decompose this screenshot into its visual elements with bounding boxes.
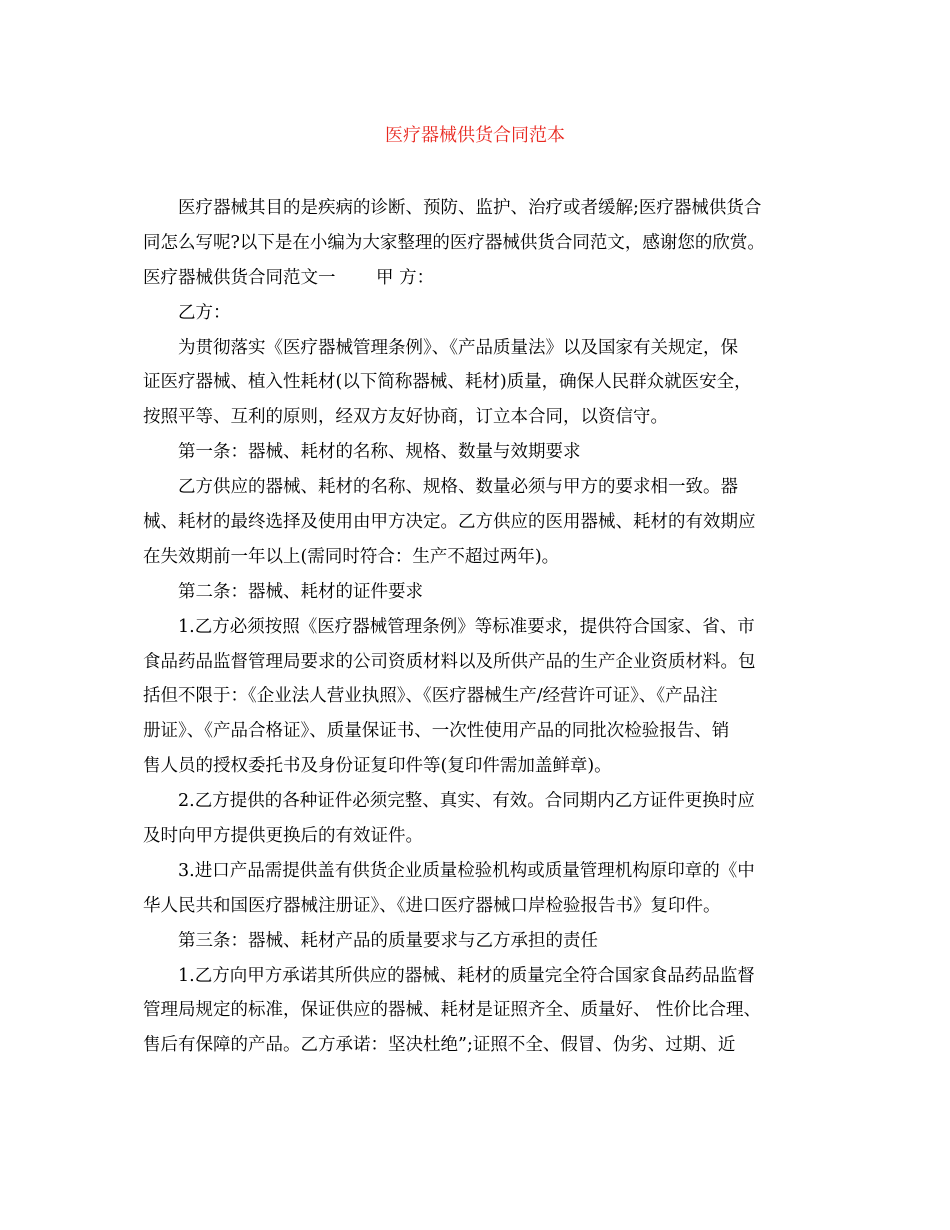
text-line: 售后有保障的产品。乙方承诺：坚决杜绝”;证照不全、假冒、伪劣、过期、近: [143, 1035, 736, 1056]
text-line: 在失效期前一年以上(需同时符合：生产不超过两年)。: [143, 546, 560, 567]
text-line: 册证》、《产品合格证》、质量保证书、一次性使用产品的同批次检验报告、销: [143, 721, 730, 742]
text-line: 同怎么写呢?以下是在小编为大家整理的医疗器械供货合同范文，感谢您的欣赏。: [143, 232, 765, 253]
text-line: 3.进口产品需提供盖有供货企业质量检验机构或质量管理机构原印章的《中: [178, 860, 755, 881]
text-line: 食品药品监督管理局要求的公司资质材料以及所供产品的生产企业资质材料。包: [143, 651, 756, 672]
document-body: [143, 191, 808, 1063]
text-line: 证医疗器械、植入性耗材(以下简称器械、耗材)质量，确保人民群众就医安全，: [143, 372, 752, 393]
text-line: 第一条：器械、耗材的名称、规格、数量与效期要求: [178, 442, 581, 463]
text-line: 第三条：器械、耗材产品的质量要求与乙方承担的责任: [178, 930, 598, 951]
text-line: 1.乙方必须按照《医疗器械管理条例》等标准要求，提供符合国家、省、市: [178, 616, 755, 637]
text-line: 售人员的授权委托书及身份证复印件等(复印件需加盖鲜章)。: [143, 756, 612, 777]
text-line: 1.乙方向甲方承诺其所供应的器械、耗材的质量完全符合国家食品药品监督: [178, 965, 755, 986]
text-line: 乙方供应的器械、耗材的名称、规格、数量必须与甲方的要求相一致。器: [178, 477, 738, 498]
text-line: 括但不限于：《企业法人营业执照》、《医疗器械生产/经营许可证》、《产品注: [143, 686, 718, 707]
text-line: 按照平等、互利的原则，经双方友好协商，订立本合同，以资信守。: [143, 407, 668, 428]
document-title: 医疗器械供货合同范本: [385, 125, 565, 146]
text-line: 为贯彻落实《医疗器械管理条例》、《产品质量法》以及国家有关规定，保: [178, 337, 738, 358]
text-line: 第二条：器械、耗材的证件要求: [178, 581, 423, 602]
text-line: 医疗器械供货合同范文一 甲 方：: [143, 267, 435, 288]
text-line: 管理局规定的标准，保证供应的器械、耗材是证照齐全、质量好、 性价比合理、: [143, 1000, 762, 1021]
text-line: 2.乙方提供的各种证件必须完整、真实、有效。合同期内乙方证件更换时应: [178, 791, 755, 812]
text-line: 医疗器械其目的是疾病的诊断、预防、监护、治疗或者缓解;医疗器械供货合: [178, 198, 762, 218]
text-line: 械、耗材的最终选择及使用由甲方决定。乙方供应的医用器械、耗材的有效期应: [143, 512, 756, 533]
text-line: 华人民共和国医疗器械注册证》、《进口医疗器械口岸检验报告书》复印件。: [143, 895, 721, 916]
text-line: 乙方：: [178, 302, 231, 323]
text-line: 及时向甲方提供更换后的有效证件。: [143, 826, 423, 847]
